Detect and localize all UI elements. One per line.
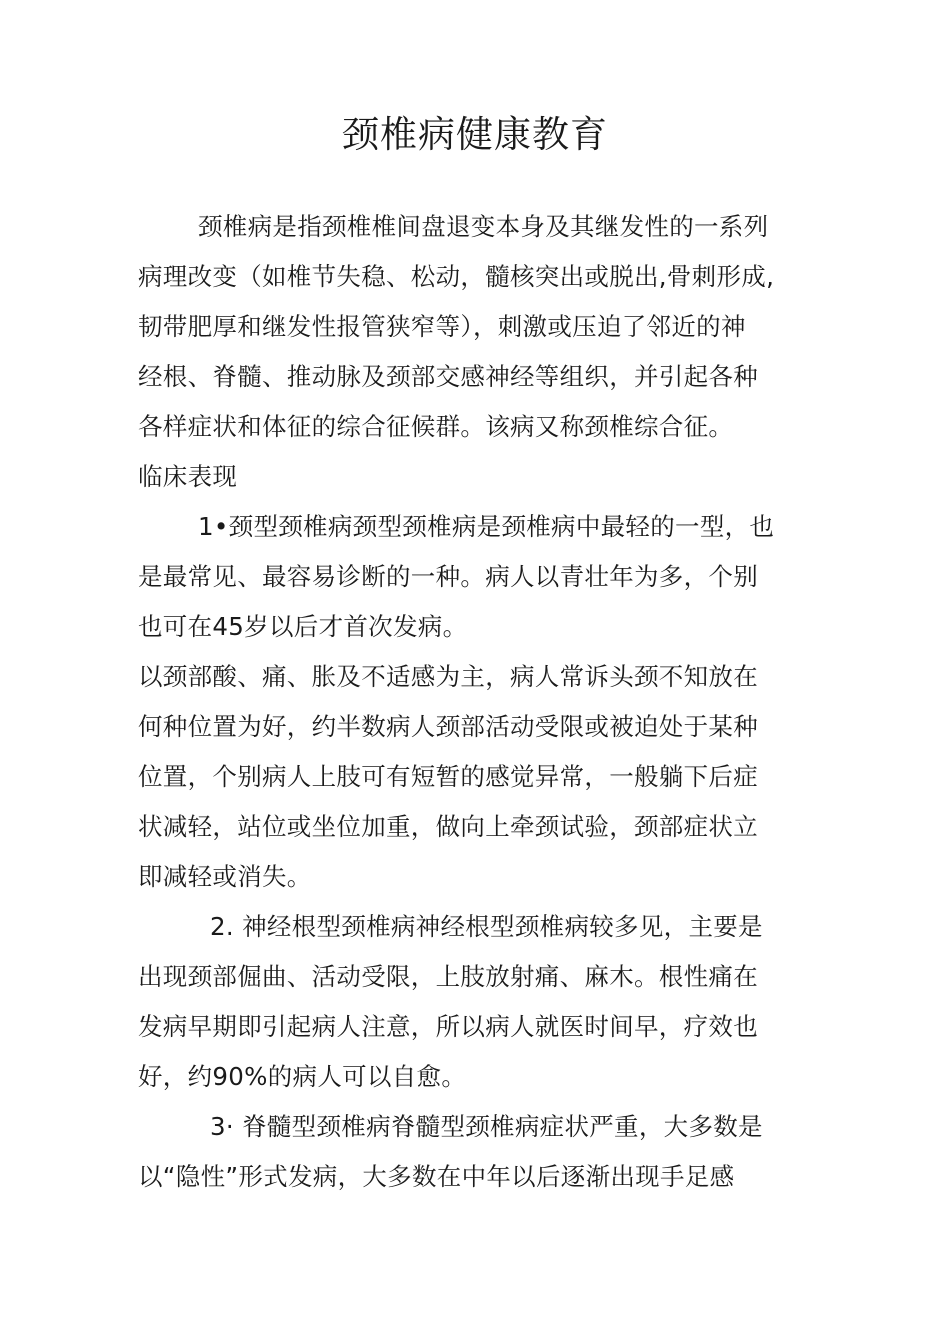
paragraph-line: 出现颈部倔曲、活动受限，上肢放射痛、麻木。根性痛在 bbox=[138, 962, 758, 991]
section-heading: 临床表现 bbox=[138, 462, 238, 491]
document-title: 颈椎病健康教育 bbox=[342, 113, 608, 156]
paragraph-line: 也可在45岁以后才首次发病。 bbox=[138, 612, 468, 641]
paragraph-line: 好，约90%的病人可以自愈。 bbox=[138, 1062, 467, 1091]
paragraph-line: 即减轻或消失。 bbox=[138, 862, 312, 891]
paragraph-line: 韧带肥厚和继发性报管狭窄等），刺激或压迫了邻近的神 bbox=[138, 312, 746, 341]
paragraph-line: 发病早期即引起病人注意，所以病人就医时间早，疗效也 bbox=[138, 1012, 758, 1041]
document-body bbox=[138, 202, 838, 1202]
paragraph-line: 1•颈型颈椎病颈型颈椎病是颈椎病中最轻的一型，也 bbox=[198, 512, 775, 541]
paragraph-line: 何种位置为好，约半数病人颈部活动受限或被迫处于某种 bbox=[138, 712, 758, 741]
paragraph-line: 3· 脊髓型颈椎病脊髓型颈椎病症状严重，大多数是 bbox=[210, 1112, 763, 1141]
paragraph-line: 经根、脊髓、推动脉及颈部交感神经等组织，并引起各种 bbox=[138, 362, 758, 391]
paragraph-line: 状减轻，站位或坐位加重，做向上牵颈试验，颈部症状立 bbox=[138, 812, 758, 841]
paragraph-line: 2. 神经根型颈椎病神经根型颈椎病较多见，主要是 bbox=[210, 912, 763, 941]
paragraph-line: 是最常见、最容易诊断的一种。病人以青壮年为多，个别 bbox=[138, 562, 758, 591]
paragraph-line: 各样症状和体征的综合征候群。该病又称颈椎综合征。 bbox=[138, 412, 734, 441]
paragraph-line: 以“隐性”形式发病，大多数在中年以后逐渐出现手足感 bbox=[138, 1162, 735, 1191]
paragraph-line: 位置，个别病人上肢可有短暂的感觉异常，一般躺下后症 bbox=[138, 762, 758, 791]
paragraph-line: 以颈部酸、痛、胀及不适感为主，病人常诉头颈不知放在 bbox=[138, 662, 758, 691]
paragraph-line: 颈椎病是指颈椎椎间盘退变本身及其继发性的一系列 bbox=[198, 212, 769, 241]
paragraph-line: 病理改变（如椎节失稳、松动，髓核突出或脱出,骨刺形成, bbox=[138, 262, 775, 291]
